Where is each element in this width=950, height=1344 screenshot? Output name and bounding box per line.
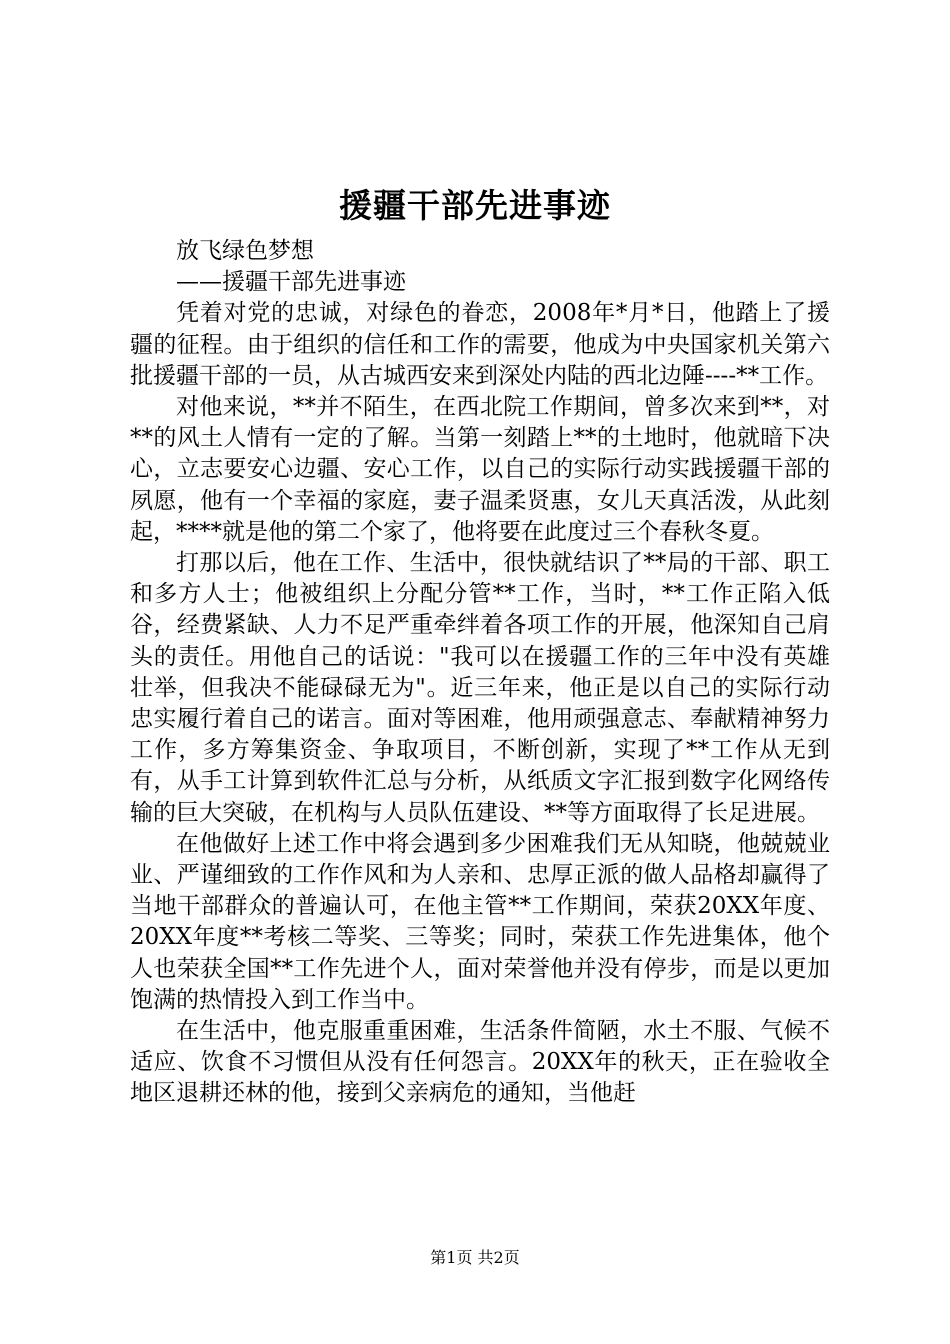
document-body (130, 236, 830, 1110)
subtitle-line: 放飞绿色梦想 (176, 238, 314, 264)
page-number-footer: 第1页 共2页 (430, 1248, 520, 1267)
body-paragraph: 在生活中，他克服重重困难，生活条件简陋，水土不服、气候不适应、饮食不习惯但从没有任何怨言。20XX年的秋天，正在验收全地区退耕还林的他，接到父亲病危的通知，当他赶 (130, 1018, 830, 1107)
body-paragraph: 凭着对党的忠诚，对绿色的眷恋，2008年*月*日，他踏上了援疆的征程。由于组织的信任和工作的需要，他成为中央国家机关第六批援疆干部的一员，从古城西安来到深处内陆的西北边陲----**工作。 (130, 300, 830, 389)
subtitle-line: ——援疆干部先进事迹 (176, 269, 406, 296)
body-paragraph: 在他做好上述工作中将会遇到多少困难我们无从知晓，他兢兢业业、严谨细致的工作作风和为人亲和、忠厚正派的做人品格却赢得了当地干部群众的普遍认可，在他主管**工作期间，荣获20XX年度、20XX年度**考核二等奖、三等奖；同时，荣获工作先进集体，他个人也荣获全国**工作先进个人，面对荣誉他并没有停步，而是以更加饱满的热情投入到工作当中。 (130, 830, 830, 1013)
body-paragraph: 打那以后，他在工作、生活中，很快就结识了**局的干部、职工和多方人士；他被组织上分配分管**工作，当时，**工作正陷入低谷，经费紧缺、人力不足严重牵绊着各项工作的开展，他深知自己肩头的责任。用他自己的话说："我可以在援疆工作的三年中没有英雄壮举，但我决不能碌碌无为"。近三年来，他正是以自己的实际行动忠实履行着自己的诺言。面对等困难，他用顽强意志、奉献精神努力工作，多方筹集资金、争取项目，不断创新，实现了**工作从无到有，从手工计算到软件汇总与分析，从纸质文字汇报到数字化网络传输的巨大突破，在机构与人员队伍建设、**等方面取得了长足进展。 (130, 550, 830, 826)
body-paragraph: 对他来说，**并不陌生，在西北院工作期间，曾多次来到**，对**的风土人情有一定的了解。当第一刻踏上**的土地时，他就暗下决心，立志要安心边疆、安心工作，以自己的实际行动实践援疆干部的夙愿，他有一个幸福的家庭，妻子温柔贤惠，女儿天真活泼，从此刻起，****就是他的第二个家了，他将要在此度过三个春秋冬夏。 (130, 394, 830, 545)
document-title: 援疆干部先进事迹 (339, 186, 611, 225)
